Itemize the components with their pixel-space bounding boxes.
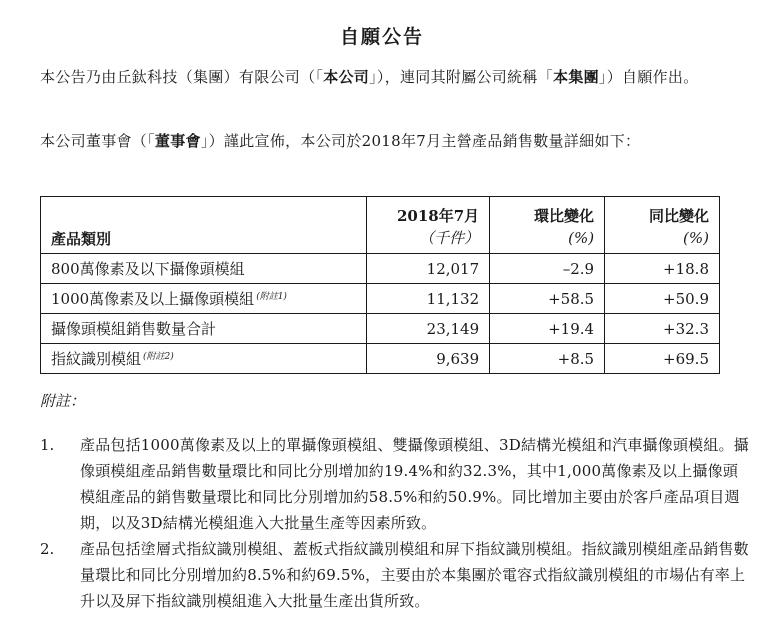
note-text: 產品包括塗層式指紋識別模組、蓋板式指紋識別模組和屏下指紋識別模組。指紋識別模組產品銷售數量環比和同比分別增加約8.5%和約69.5%，主要由於本集團於電容式指紋識別模組的市場佔有率上升以及屏下指紋識別模組進入大批量生產出貨所致。	[80, 540, 749, 610]
notes-label: 附註：	[40, 392, 86, 410]
header-yoy	[605, 197, 720, 254]
header-mom-title: 環比變化	[534, 207, 595, 225]
note-number: 2.	[40, 540, 55, 558]
row-category-name: 800萬像素及以下攝像頭模組	[51, 260, 245, 278]
row-mom: +19.4	[490, 314, 605, 344]
row-quantity: 12,017	[366, 254, 489, 284]
header-mom-unit: (%)	[568, 229, 595, 247]
row-yoy: +18.8	[605, 254, 720, 284]
board-paragraph	[40, 128, 730, 155]
table-row	[41, 284, 720, 314]
header-yoy-title: 同比變化	[648, 207, 709, 225]
row-mom: +8.5	[490, 344, 605, 374]
table-header-row	[41, 197, 720, 254]
row-quantity: 23,149	[366, 314, 489, 344]
note-text: 產品包括1000萬像素及以上的單攝像頭模組、雙攝像頭模組、3D結構光模組和汽車攝像頭模組。攝像頭模組產品銷售數量環比和同比分別增加約19.4%和約32.3%，其中1,000萬像素及以上攝像頭模組產品的銷售數量環比和同比分別增加約58.5%和約50.9%。同比增加主要由於客戶產品項目週期，以及3D結構光模組進入大批量生產等因素所致。	[80, 436, 749, 532]
intro-text-c: 」），連同其附屬公司統稱「	[369, 68, 554, 86]
row-category-name: 攝像頭模組銷售數量合計	[51, 320, 217, 338]
header-category: 產品類別	[41, 197, 367, 254]
row-quantity: 11,132	[366, 284, 489, 314]
document-title: 自願公告	[339, 26, 424, 48]
table-row	[41, 344, 720, 374]
row-category	[41, 284, 367, 314]
intro-text-a: 本公告乃由丘鈦科技（集團）有限公司（「	[40, 68, 324, 86]
row-mom: –2.9	[490, 254, 605, 284]
board-text-c: 」）謹此宣佈，本公司於2018年7月主營產品銷售數量詳細如下：	[200, 132, 641, 150]
header-quantity-unit: （千件）	[419, 229, 480, 247]
row-yoy: +50.9	[605, 284, 720, 314]
row-yoy: +69.5	[605, 344, 720, 374]
row-category	[41, 344, 367, 374]
table-row	[41, 314, 720, 344]
row-quantity: 9,639	[366, 344, 489, 374]
sales-table	[40, 196, 720, 374]
board-text-a: 本公司董事會（「	[40, 132, 155, 150]
row-category-name: 1000萬像素及以上攝像頭模組	[51, 290, 255, 308]
footnote-ref: (附註2)	[143, 352, 174, 362]
term-group: 本集團	[553, 68, 599, 86]
intro-paragraph	[40, 64, 730, 91]
header-yoy-unit: (%)	[683, 229, 709, 247]
header-mom	[490, 197, 605, 254]
row-mom: +58.5	[490, 284, 605, 314]
row-category	[41, 254, 367, 284]
row-category	[41, 314, 367, 344]
row-category-name: 指紋識別模組	[51, 350, 142, 368]
header-quantity	[366, 197, 489, 254]
intro-text-e: 」）自願作出。	[598, 68, 699, 86]
note-number: 1.	[40, 436, 55, 454]
table-row	[41, 254, 720, 284]
header-quantity-title: 2018年7月	[396, 207, 480, 225]
term-board: 董事會	[154, 132, 201, 150]
footnote-ref: (附註1)	[256, 292, 287, 302]
term-company: 本公司	[323, 68, 370, 86]
row-yoy: +32.3	[605, 314, 720, 344]
